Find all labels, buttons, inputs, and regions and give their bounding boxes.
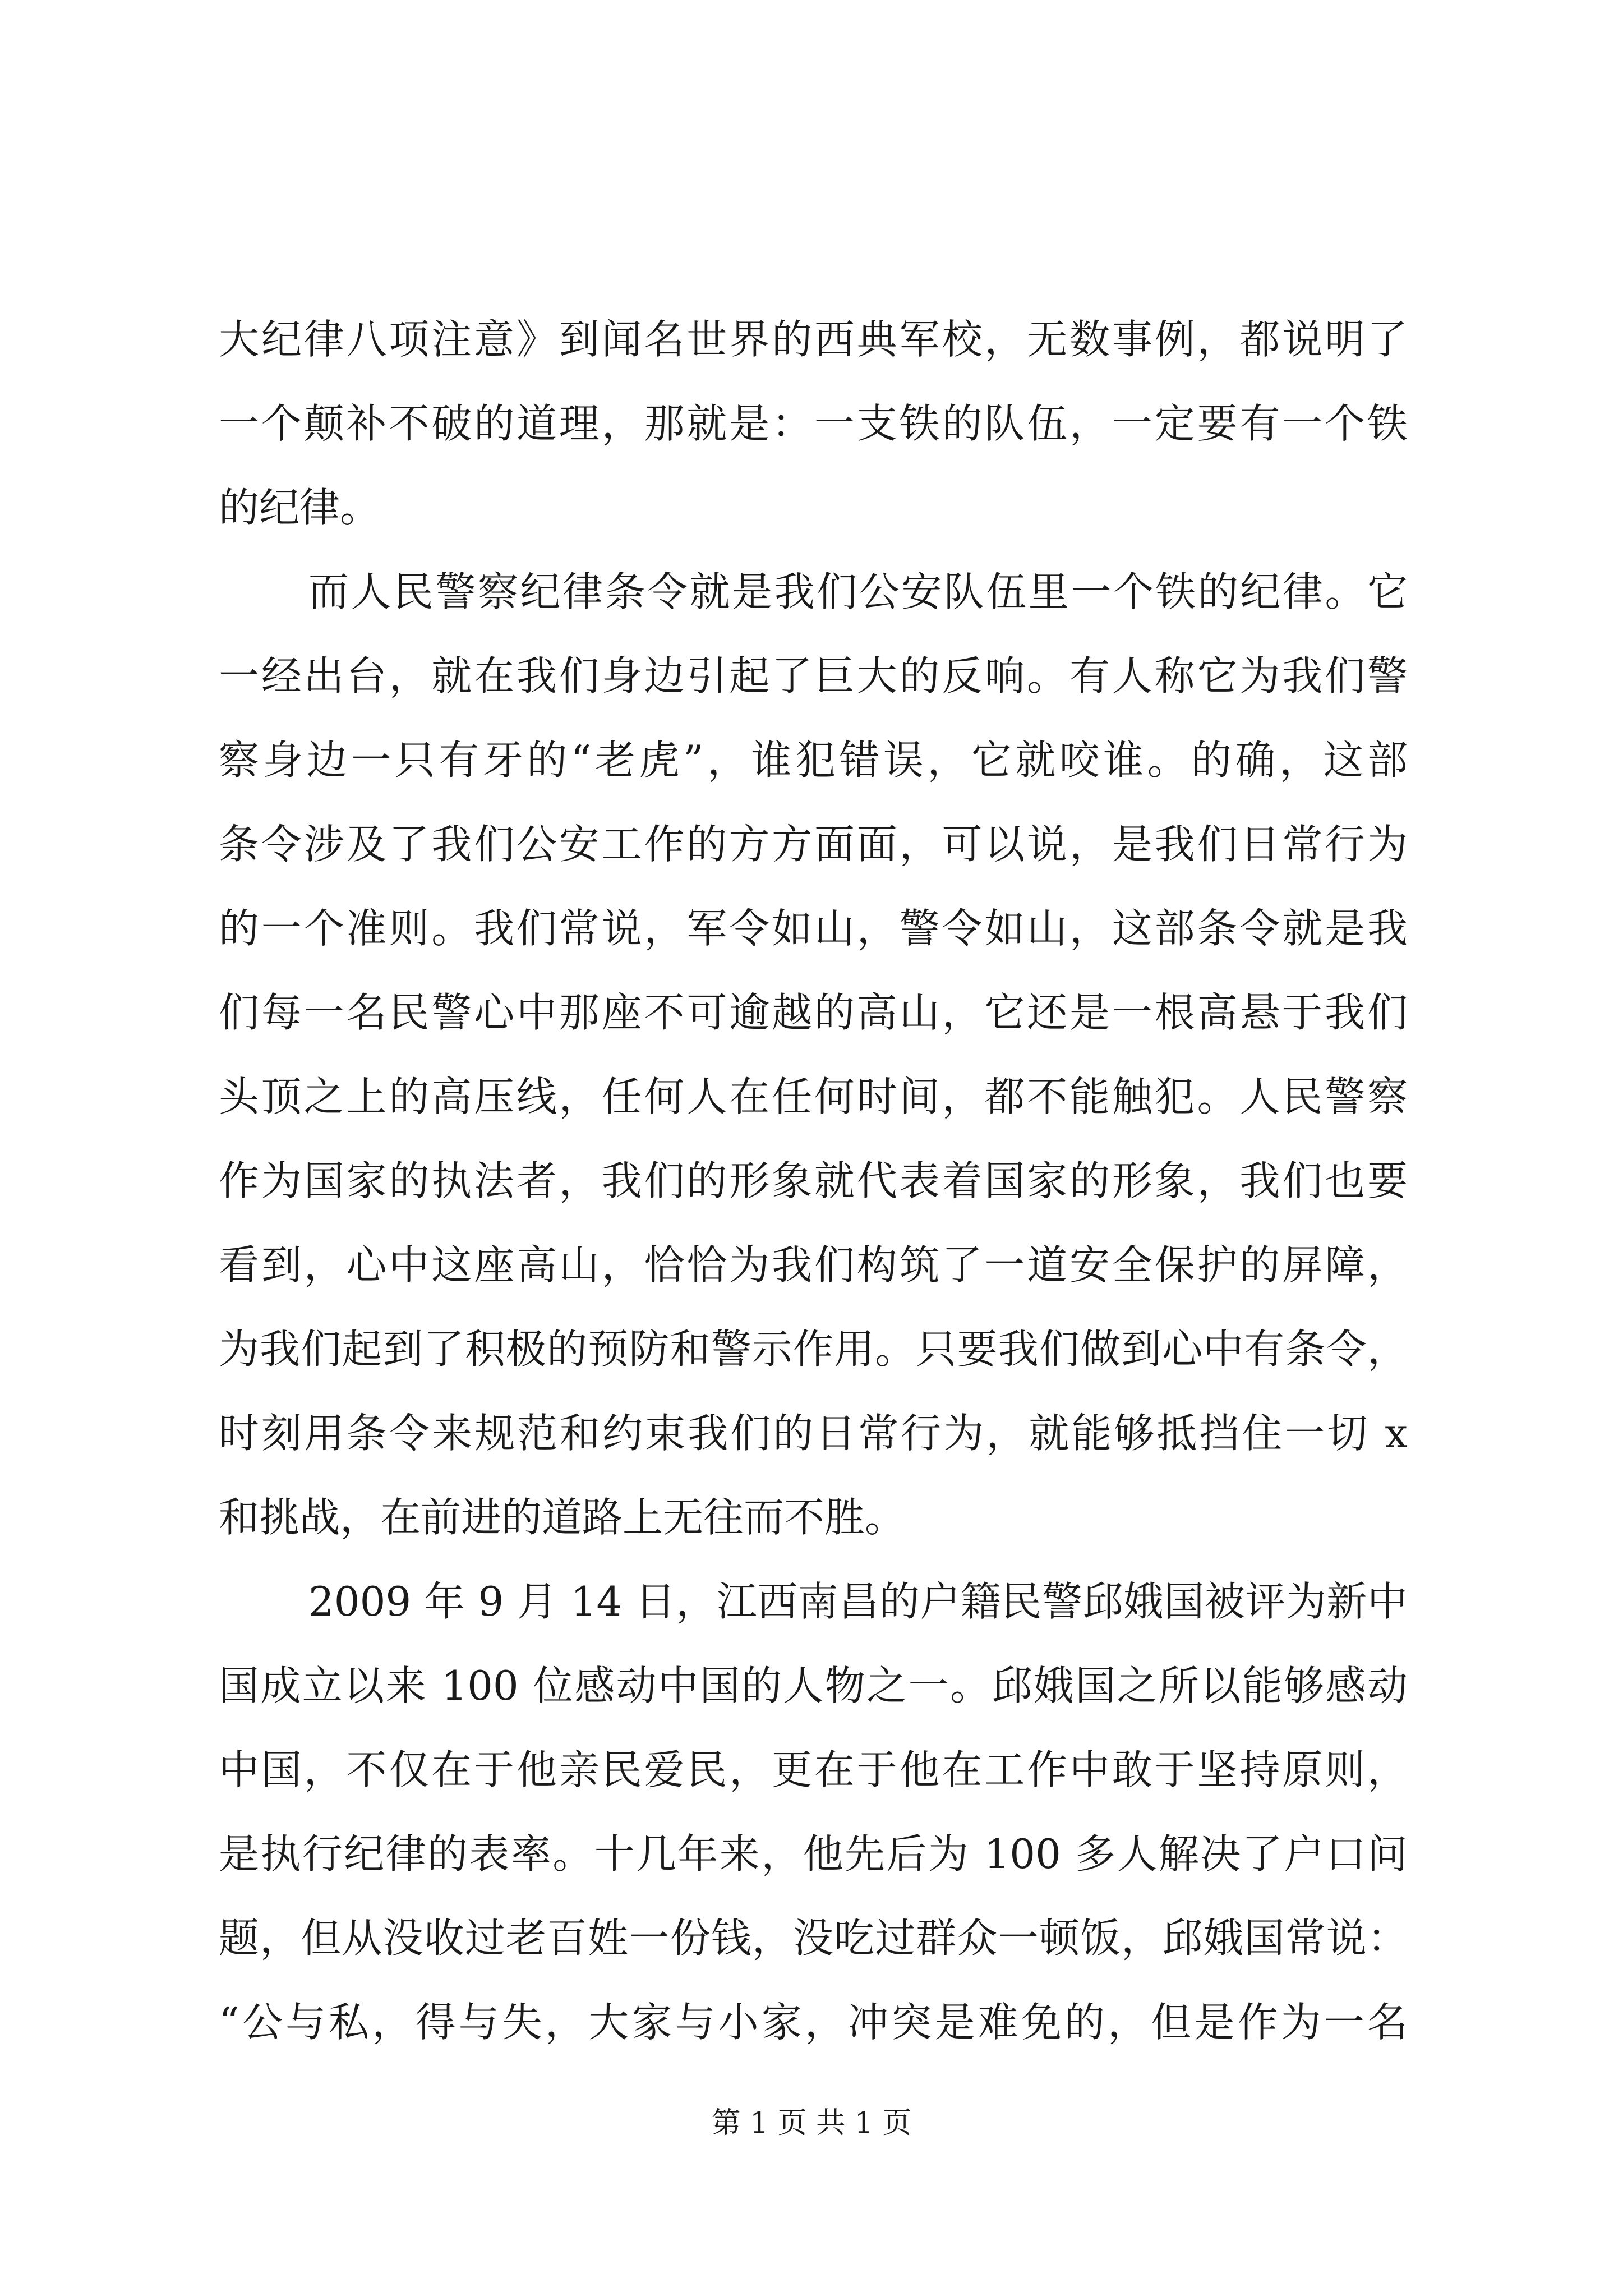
text-line: 一个颠补不破的道理，那就是：一支铁的队伍，一定要有一个铁 xyxy=(219,400,1408,447)
text-line: 头顶之上的高压线，任何人在任何时间，都不能触犯。人民警察 xyxy=(219,1073,1408,1120)
text-line: 们每一名民警心中那座不可逾越的高山，它还是一根高悬于我们 xyxy=(219,989,1408,1036)
page-number-footer: 第 1 页 共 1 页 xyxy=(711,2106,912,2140)
text-line: 作为国家的执法者，我们的形象就代表着国家的形象，我们也要 xyxy=(219,1157,1408,1204)
paragraph-first-line: 2009 年 9 月 14 日，江西南昌的户籍民警邱娥国被评为新中 xyxy=(308,1578,1408,1625)
text-line: 是执行纪律的表率。十几年来，他先后为 100 多人解决了户口问 xyxy=(219,1830,1408,1878)
text-line: 题，但从没收过老百姓一份钱，没吃过群众一顿饭，邱娥国常说： xyxy=(219,1915,1408,1962)
text-line: 看到，心中这座高山，恰恰为我们构筑了一道安全保护的屏障， xyxy=(219,1241,1408,1289)
text-line: 一经出台，就在我们身边引起了巨大的反响。有人称它为我们警 xyxy=(219,652,1408,700)
text-line: 时刻用条令来规范和约束我们的日常行为，就能够抵挡住一切 x xyxy=(219,1410,1408,1457)
paragraph-first-line: 而人民警察纪律条令就是我们公安队伍里一个铁的纪律。它 xyxy=(308,568,1408,615)
text-line: 国成立以来 100 位感动中国的人物之一。邱娥国之所以能够感动 xyxy=(219,1662,1408,1709)
text-line: 的纪律。 xyxy=(219,484,381,531)
text-line: “公与私，得与失，大家与小家，冲突是难免的，但是作为一名 xyxy=(219,1999,1408,2046)
document-body xyxy=(219,297,1408,2064)
text-line: 和挑战，在前进的道路上无往而不胜。 xyxy=(219,1494,906,1541)
text-line: 的一个准则。我们常说，军令如山，警令如山，这部条令就是我 xyxy=(219,905,1408,952)
text-line: 中国，不仅在于他亲民爱民，更在于他在工作中敢于坚持原则， xyxy=(219,1746,1408,1793)
text-line: 大纪律八项注意》到闻名世界的西典军校，无数事例，都说明了 xyxy=(219,316,1408,363)
text-line: 察身边一只有牙的“老虎”，谁犯错误，它就咬谁。的确，这部 xyxy=(219,737,1408,784)
text-line: 为我们起到了积极的预防和警示作用。只要我们做到心中有条令， xyxy=(219,1326,1408,1373)
text-line: 条令涉及了我们公安工作的方方面面，可以说，是我们日常行为 xyxy=(219,821,1408,868)
